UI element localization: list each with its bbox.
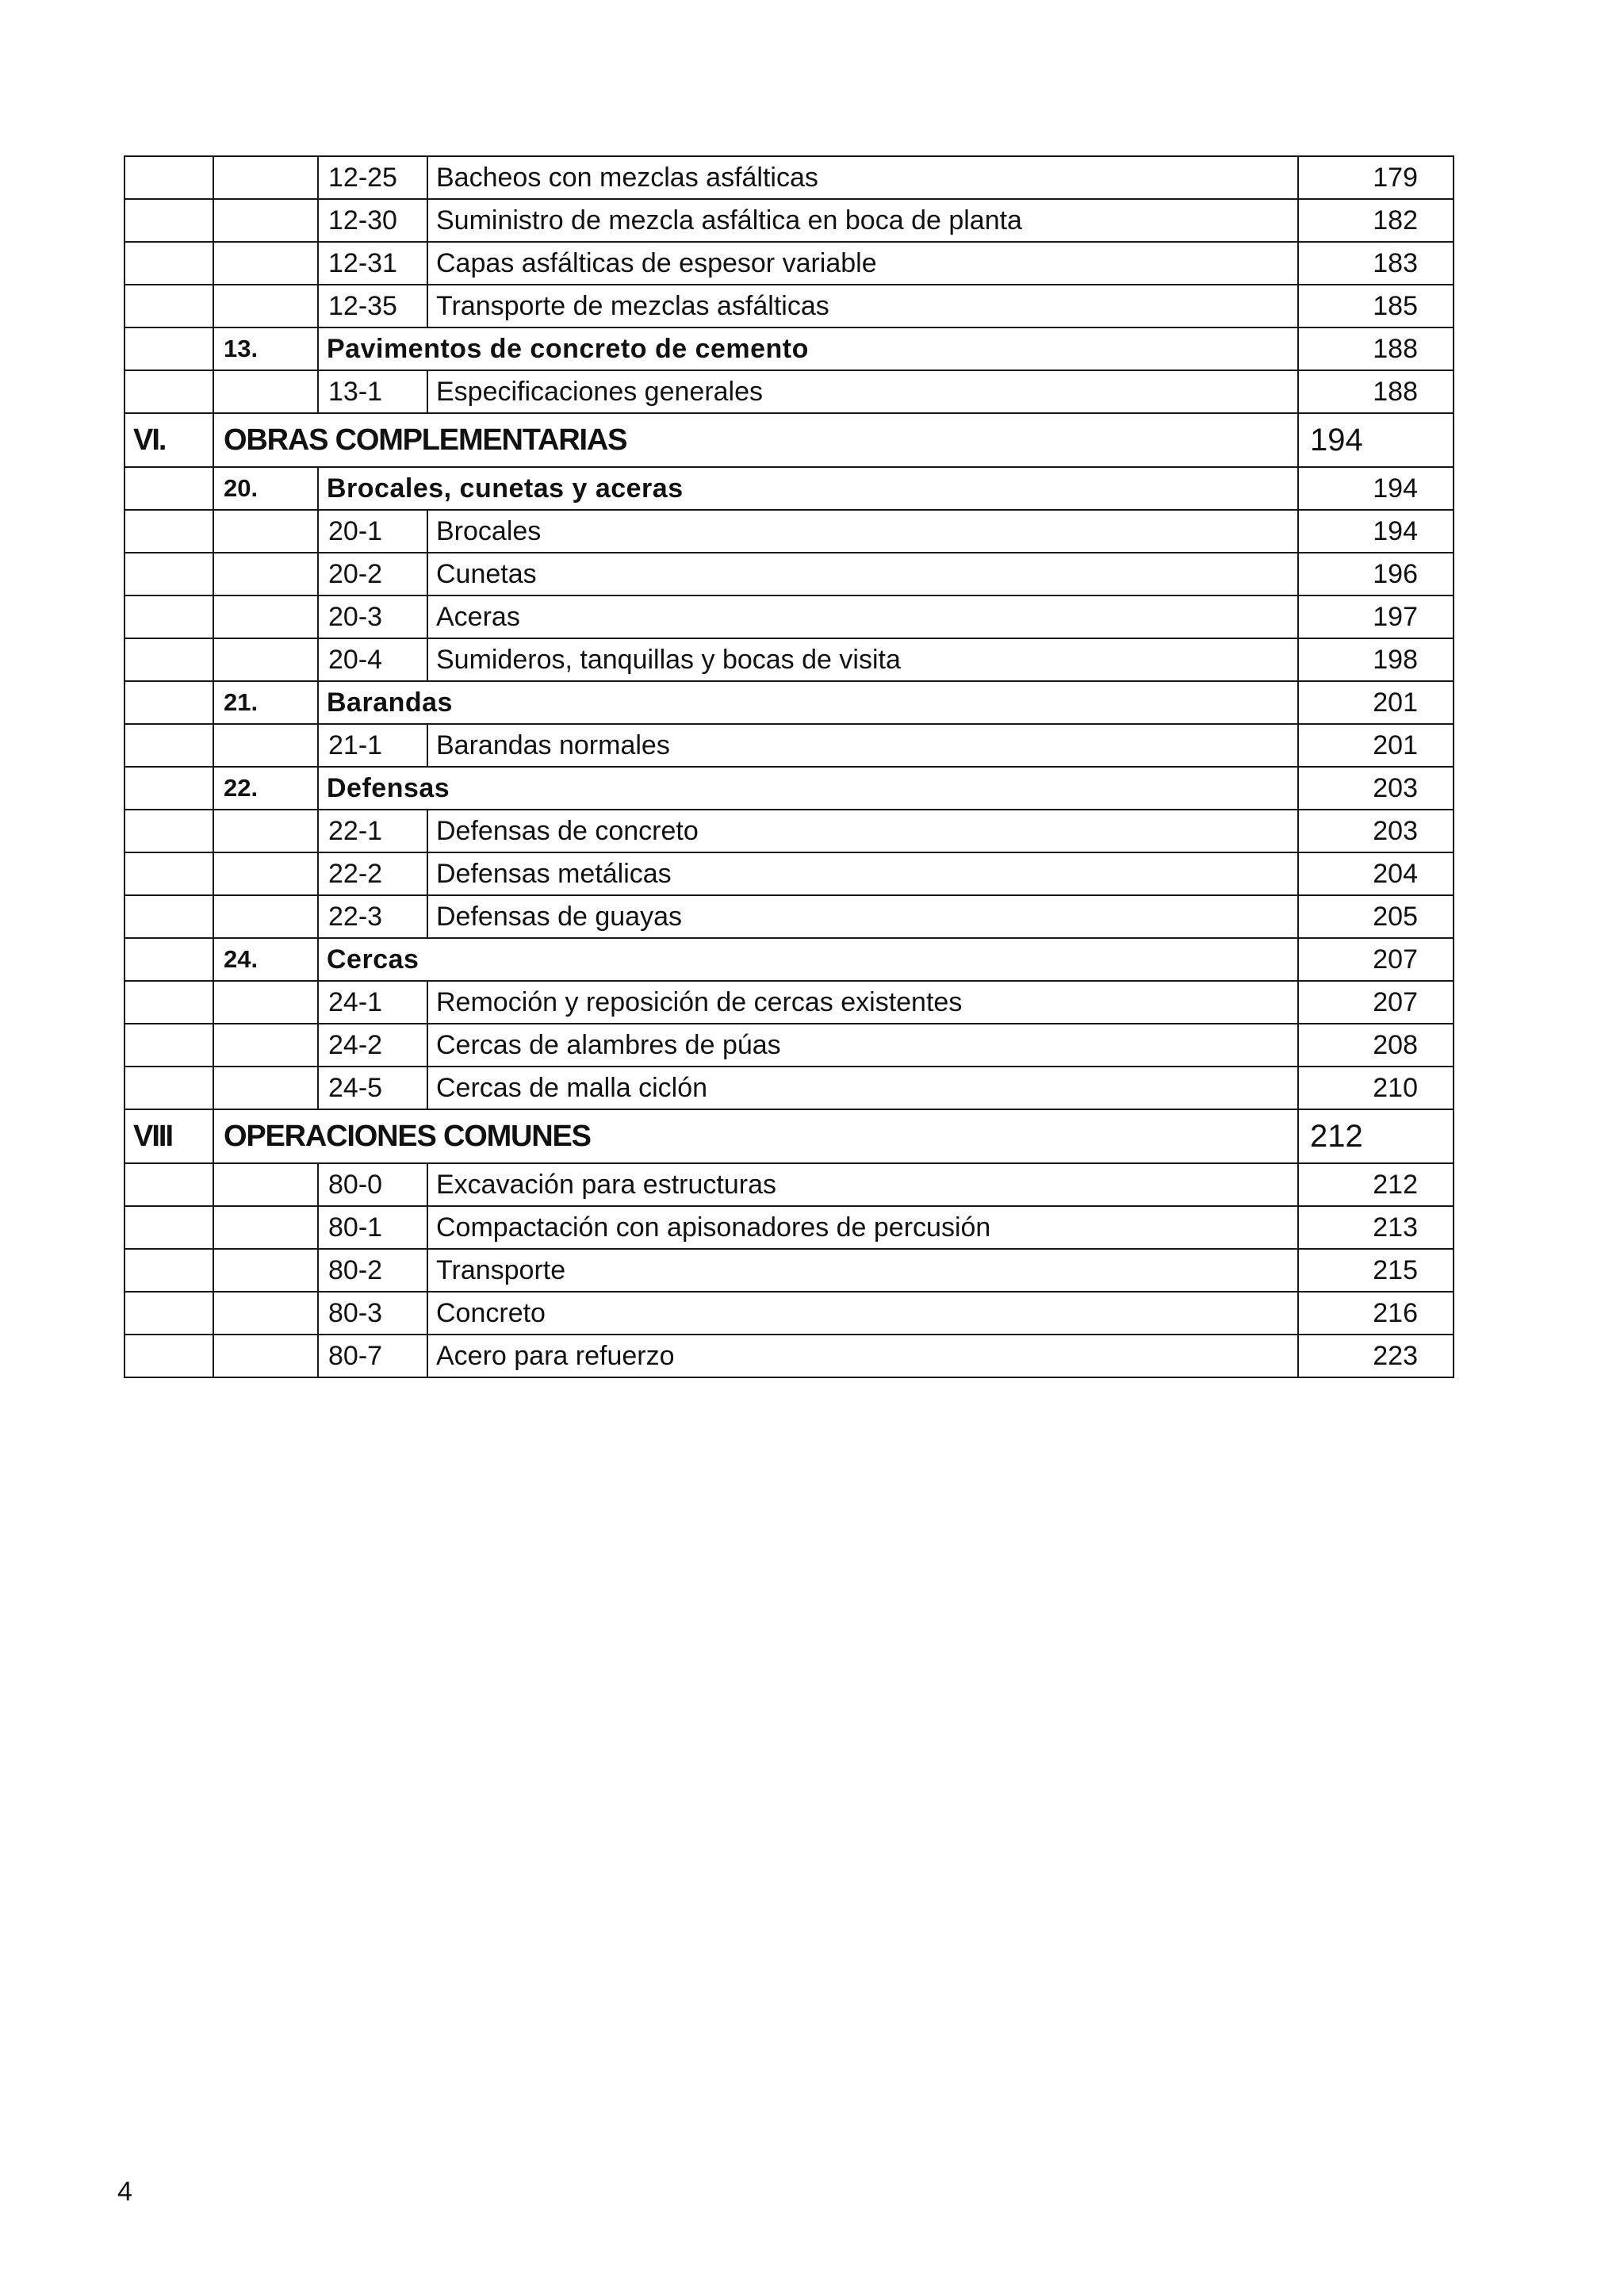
item-title: Excavación para estructuras: [427, 1163, 1298, 1206]
part-cell: [124, 810, 213, 852]
chapter-cell: [213, 553, 318, 596]
part-cell: [124, 1024, 213, 1067]
toc-item-row: [124, 638, 1454, 681]
page-ref: 203: [1298, 767, 1454, 810]
chapter-title: Defensas: [318, 767, 1298, 810]
item-title: Transporte de mezclas asfálticas: [427, 285, 1298, 327]
item-code: 80-7: [318, 1335, 427, 1377]
chapter-cell: [213, 1292, 318, 1335]
toc-part-row: [124, 413, 1454, 467]
part-cell: [124, 724, 213, 767]
toc-item-row: [124, 1163, 1454, 1206]
page-ref: 201: [1298, 724, 1454, 767]
toc-item-row: [124, 370, 1454, 413]
item-title: Suministro de mezcla asfáltica en boca de planta: [427, 199, 1298, 242]
part-cell: [124, 1335, 213, 1377]
item-title: Transporte: [427, 1249, 1298, 1292]
item-title: Especificaciones generales: [427, 370, 1298, 413]
item-title: Brocales: [427, 510, 1298, 553]
page-ref: 182: [1298, 199, 1454, 242]
part-cell: [124, 981, 213, 1024]
toc-item-row: [124, 810, 1454, 852]
chapter-number: 24.: [213, 938, 318, 981]
chapter-cell: [213, 285, 318, 327]
part-cell: [124, 1249, 213, 1292]
toc-item-row: [124, 156, 1454, 199]
toc-item-row: [124, 242, 1454, 285]
chapter-cell: [213, 981, 318, 1024]
chapter-cell: [213, 638, 318, 681]
page-ref: 196: [1298, 553, 1454, 596]
page-ref: 197: [1298, 596, 1454, 638]
chapter-cell: [213, 852, 318, 895]
chapter-cell: [213, 810, 318, 852]
item-title: Concreto: [427, 1292, 1298, 1335]
page-ref: 216: [1298, 1292, 1454, 1335]
item-code: 80-2: [318, 1249, 427, 1292]
chapter-cell: [213, 370, 318, 413]
toc-item-row: [124, 596, 1454, 638]
page-ref: 194: [1298, 413, 1454, 467]
table-of-contents: [124, 155, 1454, 1378]
chapter-cell: [213, 1206, 318, 1249]
item-code: 80-3: [318, 1292, 427, 1335]
part-number: VIII: [124, 1109, 213, 1163]
part-cell: [124, 681, 213, 724]
toc-item-row: [124, 852, 1454, 895]
item-code: 21-1: [318, 724, 427, 767]
page-ref: 201: [1298, 681, 1454, 724]
item-title: Compactación con apisonadores de percusión: [427, 1206, 1298, 1249]
item-code: 20-4: [318, 638, 427, 681]
part-cell: [124, 938, 213, 981]
page-ref: 212: [1298, 1163, 1454, 1206]
chapter-title: Brocales, cunetas y aceras: [318, 467, 1298, 510]
page-ref: 194: [1298, 467, 1454, 510]
page-ref: 212: [1298, 1109, 1454, 1163]
item-code: 20-3: [318, 596, 427, 638]
item-title: Sumideros, tanquillas y bocas de visita: [427, 638, 1298, 681]
part-cell: [124, 1206, 213, 1249]
part-cell: [124, 327, 213, 370]
toc-body: [124, 156, 1454, 1377]
item-title: Barandas normales: [427, 724, 1298, 767]
toc-item-row: [124, 724, 1454, 767]
chapter-cell: [213, 895, 318, 938]
part-cell: [124, 370, 213, 413]
page-ref: 207: [1298, 981, 1454, 1024]
item-title: Capas asfálticas de espesor variable: [427, 242, 1298, 285]
item-code: 13-1: [318, 370, 427, 413]
toc-item-row: [124, 1292, 1454, 1335]
chapter-number: 22.: [213, 767, 318, 810]
item-title: Cercas de alambres de púas: [427, 1024, 1298, 1067]
page-ref: 208: [1298, 1024, 1454, 1067]
part-cell: [124, 467, 213, 510]
item-code: 24-1: [318, 981, 427, 1024]
page-ref: 179: [1298, 156, 1454, 199]
chapter-number: 13.: [213, 327, 318, 370]
toc-chapter-row: [124, 938, 1454, 981]
page-ref: 188: [1298, 370, 1454, 413]
page-number: 4: [117, 2177, 132, 2207]
part-cell: [124, 638, 213, 681]
toc-item-row: [124, 199, 1454, 242]
part-cell: [124, 1067, 213, 1109]
toc-chapter-row: [124, 681, 1454, 724]
item-title: Bacheos con mezclas asfálticas: [427, 156, 1298, 199]
page-ref: 213: [1298, 1206, 1454, 1249]
item-title: Cunetas: [427, 553, 1298, 596]
page-ref: 215: [1298, 1249, 1454, 1292]
toc-item-row: [124, 510, 1454, 553]
chapter-cell: [213, 1067, 318, 1109]
toc-item-row: [124, 1206, 1454, 1249]
page-ref: 204: [1298, 852, 1454, 895]
toc-item-row: [124, 981, 1454, 1024]
part-cell: [124, 156, 213, 199]
item-code: 12-30: [318, 199, 427, 242]
part-title: OPERACIONES COMUNES: [213, 1109, 1298, 1163]
chapter-number: 20.: [213, 467, 318, 510]
part-number: VI.: [124, 413, 213, 467]
item-title: Defensas metálicas: [427, 852, 1298, 895]
toc-chapter-row: [124, 467, 1454, 510]
item-code: 12-31: [318, 242, 427, 285]
chapter-cell: [213, 596, 318, 638]
part-cell: [124, 1163, 213, 1206]
toc-item-row: [124, 553, 1454, 596]
chapter-cell: [213, 1335, 318, 1377]
page-ref: 185: [1298, 285, 1454, 327]
part-cell: [124, 767, 213, 810]
chapter-cell: [213, 1024, 318, 1067]
chapter-cell: [213, 199, 318, 242]
part-cell: [124, 1292, 213, 1335]
item-code: 22-1: [318, 810, 427, 852]
page-ref: 203: [1298, 810, 1454, 852]
item-title: Aceras: [427, 596, 1298, 638]
part-cell: [124, 285, 213, 327]
toc-item-row: [124, 1024, 1454, 1067]
chapter-title: Pavimentos de concreto de cemento: [318, 327, 1298, 370]
item-title: Defensas de concreto: [427, 810, 1298, 852]
item-code: 24-2: [318, 1024, 427, 1067]
toc-item-row: [124, 285, 1454, 327]
page-ref: 205: [1298, 895, 1454, 938]
page-ref: 210: [1298, 1067, 1454, 1109]
toc-item-row: [124, 1335, 1454, 1377]
toc-item-row: [124, 895, 1454, 938]
chapter-title: Cercas: [318, 938, 1298, 981]
part-cell: [124, 242, 213, 285]
page-ref: 223: [1298, 1335, 1454, 1377]
part-cell: [124, 199, 213, 242]
item-title: Defensas de guayas: [427, 895, 1298, 938]
page-ref: 198: [1298, 638, 1454, 681]
part-cell: [124, 852, 213, 895]
page-ref: 207: [1298, 938, 1454, 981]
part-cell: [124, 510, 213, 553]
chapter-cell: [213, 510, 318, 553]
page-ref: 194: [1298, 510, 1454, 553]
chapter-cell: [213, 724, 318, 767]
page-ref: 183: [1298, 242, 1454, 285]
toc-item-row: [124, 1249, 1454, 1292]
item-code: 80-0: [318, 1163, 427, 1206]
toc-chapter-row: [124, 767, 1454, 810]
item-code: 24-5: [318, 1067, 427, 1109]
item-code: 80-1: [318, 1206, 427, 1249]
chapter-title: Barandas: [318, 681, 1298, 724]
item-code: 22-3: [318, 895, 427, 938]
item-title: Cercas de malla ciclón: [427, 1067, 1298, 1109]
item-code: 12-35: [318, 285, 427, 327]
item-code: 20-1: [318, 510, 427, 553]
chapter-cell: [213, 1163, 318, 1206]
item-title: Acero para refuerzo: [427, 1335, 1298, 1377]
part-cell: [124, 553, 213, 596]
toc-item-row: [124, 1067, 1454, 1109]
page-ref: 188: [1298, 327, 1454, 370]
part-cell: [124, 895, 213, 938]
chapter-cell: [213, 1249, 318, 1292]
chapter-number: 21.: [213, 681, 318, 724]
chapter-cell: [213, 242, 318, 285]
item-code: 20-2: [318, 553, 427, 596]
chapter-cell: [213, 156, 318, 199]
item-code: 22-2: [318, 852, 427, 895]
toc-part-row: [124, 1109, 1454, 1163]
item-title: Remoción y reposición de cercas existentes: [427, 981, 1298, 1024]
part-cell: [124, 596, 213, 638]
item-code: 12-25: [318, 156, 427, 199]
toc-chapter-row: [124, 327, 1454, 370]
part-title: OBRAS COMPLEMENTARIAS: [213, 413, 1298, 467]
